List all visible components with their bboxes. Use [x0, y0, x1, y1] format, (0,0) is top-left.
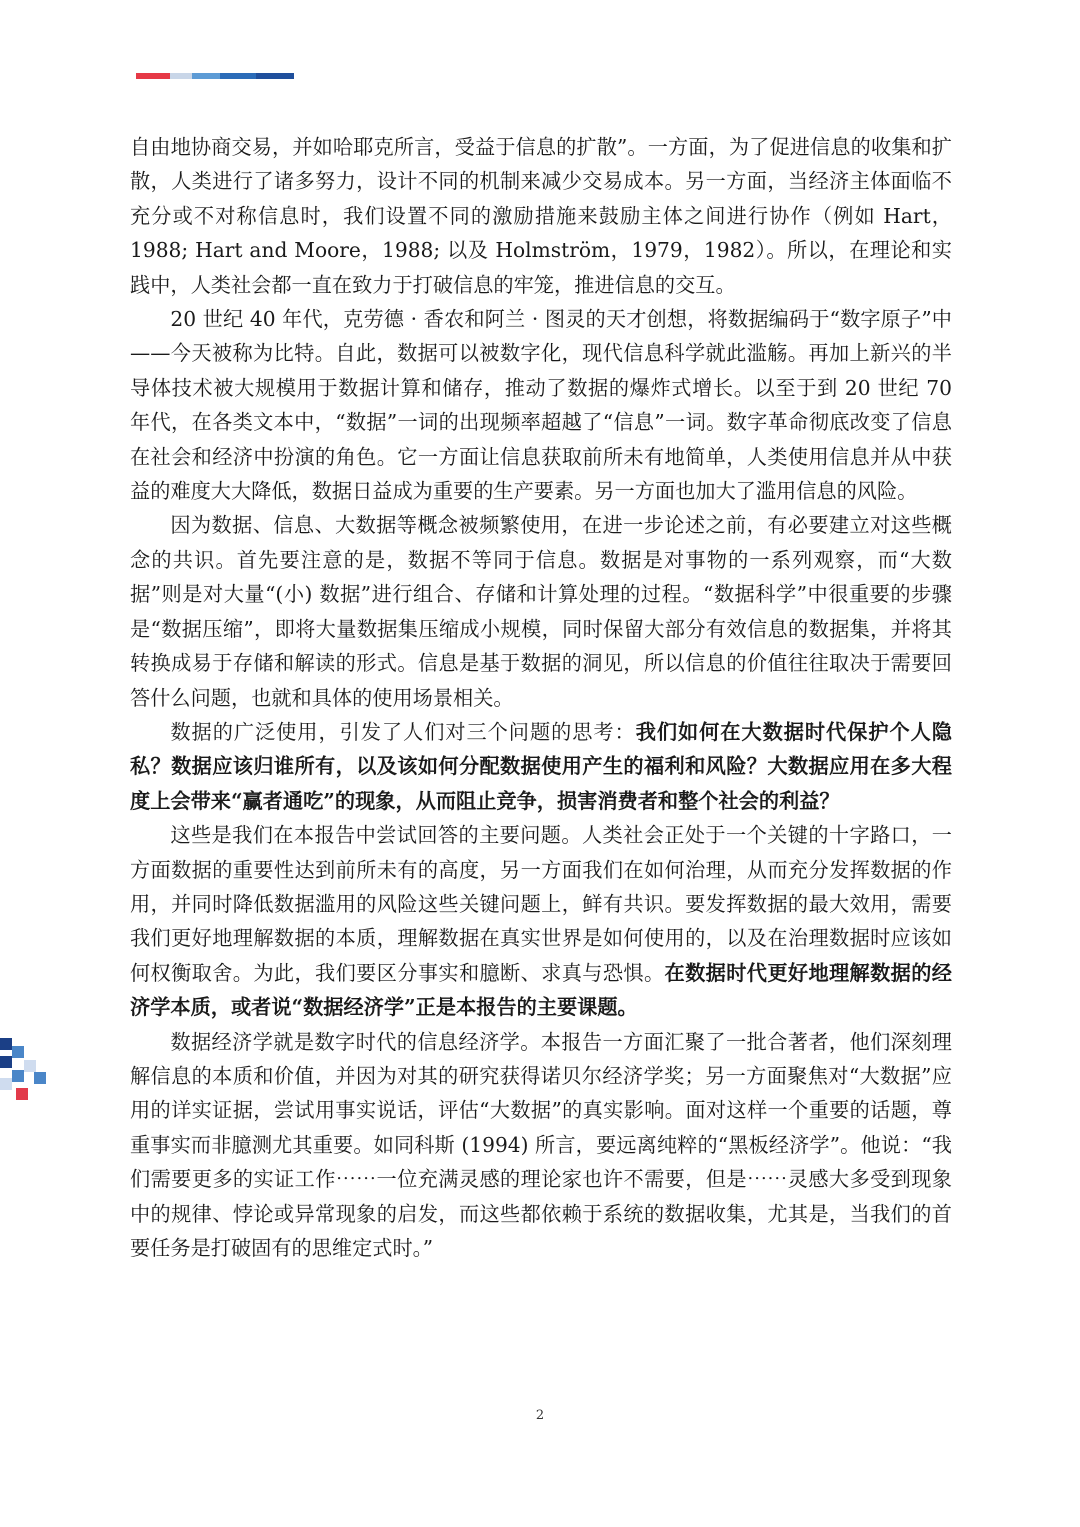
text-run: 自由地协商交易，并如哈耶克所言，受益于信息的扩散”。一方面，为了促进信息的收集和扩散，人类进行了诸多努力，设计不同的机制来减少交易成本。另一方面，当经济主体面临不充分或不对称信息时，我们设置不同的激励措施来鼓励主体之间进行协作（例如 Hart，1988; Hart and Moore，1988; 以及 Holmström，1979，1982）。所以，在理论和实践中，人类社会都一直在致力于打破信息的牢笼，推进信息的交互。: [130, 135, 952, 297]
decor-block: [34, 1072, 46, 1084]
decor-block: [16, 1088, 28, 1100]
paragraph: [130, 508, 952, 714]
header-bar-lightblue: [170, 73, 192, 79]
bold-text: 在数据时代更好地理解数据的经济学本质，或者说“数据经济学”正是本报告的主要课题。: [130, 960, 952, 1020]
paragraph: [130, 715, 952, 818]
decor-block: [0, 1056, 12, 1068]
page-number: 2: [535, 1408, 545, 1423]
header-bar-midblue: [192, 73, 220, 79]
decor-block: [24, 1060, 36, 1072]
decor-block: [12, 1046, 24, 1058]
text-run: 数据的广泛使用，引发了人们对三个问题的思考：: [170, 719, 636, 744]
text-run: 数据经济学就是数字时代的信息经济学。本报告一方面汇聚了一批合著者，他们深刻理解信息的本质和价值，并因为对其的研究获得诺贝尔经济学奖；另一方面聚焦对“大数据”应用的详实证据，尝试用事实说话，评估“大数据”的真实影响。面对这样一个重要的话题，尊重事实而非臆测尤其重要。如同科斯 (1994) 所言，要远离纯粹的“黑板经济学”。他说：“我们需要更多的实证工作⋯⋯一位充满灵感的理论家也许不需要，但是⋯⋯灵感大多受到现象中的规律、悖论或异常现象的启发，而这些都依赖于系统的数据收集，尤其是，当我们的首要任务是打破固有的思维定式时。”: [130, 1029, 952, 1260]
decor-block: [12, 1070, 24, 1082]
text-run: 20 世纪 40 年代，克劳德 · 香农和阿兰 · 图灵的天才创想，将数据编码于“数字原子”中——今天被称为比特。自此，数据可以被数字化，现代信息科学就此滥觞。再加上新兴的半导体技术被大规模用于数据计算和储存，推动了数据的爆炸式增长。以至于到 20 世纪 70 年代，在各类文本中，“数据”一词的出现频率超越了“信息”一词。数字革命彻底改变了信息在社会和经济中扮演的角色。它一方面让信息获取前所未有地简单，人类使用信息并从中获益的难度大大降低，数据日益成为重要的生产要素。另一方面也加大了滥用信息的风险。: [130, 307, 952, 504]
body-text: [130, 130, 952, 1265]
text-run: 这些是我们在本报告中尝试回答的主要问题。人类社会正处于一个关键的十字路口，一方面数据的重要性达到前所未有的高度，另一方面我们在如何治理，从而充分发挥数据的作用，并同时降低数据滥用的风险这些关键问题上，鲜有共识。要发挥数据的最大效用，需要我们更好地理解数据的本质，理解数据在真实世界是如何使用的，以及在治理数据时应该如何权衡取舍。为此，我们要区分事实和臆断、求真与恐惧。: [130, 823, 952, 985]
paragraph: [130, 130, 952, 302]
paragraph: [130, 818, 952, 1024]
header-bar-blue: [220, 73, 256, 79]
header-bar-red: [136, 73, 170, 79]
decor-block: [0, 1078, 12, 1090]
pixel-decoration: [0, 1038, 48, 1106]
header-bar-darkblue: [256, 73, 294, 79]
paragraph: [130, 1025, 952, 1266]
header-color-bar: [136, 73, 294, 79]
bold-text: 我们如何在大数据时代保护个人隐私？数据应该归谁所有，以及该如何分配数据使用产生的福利和风险？大数据应用在多大程度上会带来“赢者通吃”的现象，从而阻止竞争，损害消费者和整个社会的利益？: [130, 719, 952, 813]
paragraph: [130, 302, 952, 508]
text-run: 因为数据、信息、大数据等概念被频繁使用，在进一步论述之前，有必要建立对这些概念的共识。首先要注意的是，数据不等同于信息。数据是对事物的一系列观察，而“大数据”则是对大量“(小) 数据”进行组合、存储和计算处理的过程。“数据科学”中很重要的步骤是“数据压缩”，即将大量数据集压缩成小规模，同时保留大部分有效信息的数据集，并将其转换成易于存储和解读的形式。信息是基于数据的洞见，所以信息的价值往往取决于需要回答什么问题，也就和具体的使用场景相关。: [130, 513, 952, 710]
decor-block: [0, 1038, 12, 1050]
